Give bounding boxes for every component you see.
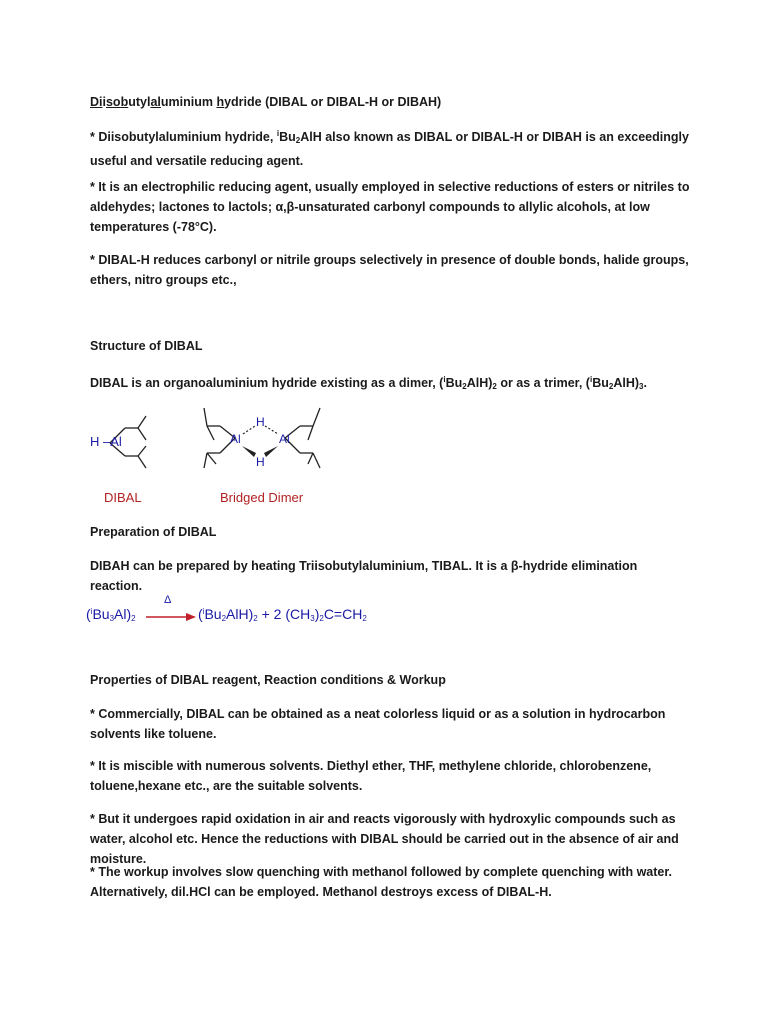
text: AlH): [466, 376, 493, 390]
text: Bu: [279, 130, 296, 144]
title-part: uminium: [160, 95, 217, 109]
product-formula: [198, 606, 367, 623]
properties-item-1: * Commercially, DIBAL can be obtained as a neat colorless liquid or as a solution in hydrocarbon solvents like toluene.: [90, 707, 666, 741]
dimer-h-top: H: [256, 415, 265, 429]
title-part: al: [150, 95, 161, 109]
title-part: ydride (DIBAL or DIBAL-H or DIBAH): [224, 95, 442, 109]
dimer-h-bottom: H: [256, 455, 265, 469]
title-part: Di: [90, 95, 103, 109]
text: Bu: [92, 606, 110, 622]
structure-heading: Structure of DIBAL: [90, 339, 203, 353]
text: i: [90, 607, 93, 616]
preparation-paragraph: DIBAH can be prepared by heating Triisobutylaluminium, TIBAL. It is a β-hydride elimination reaction.: [90, 559, 638, 593]
text: 2: [221, 614, 227, 623]
page-title: [90, 92, 690, 112]
text: AlH): [226, 606, 254, 622]
preparation-heading: Preparation of DIBAL: [90, 525, 217, 539]
text: 3: [310, 614, 315, 623]
intro-paragraph-3: * DIBAL-H reduces carbonyl or nitrile groups selectively in presence of double bonds, halide groups, ethers, nitro groups etc.,: [90, 253, 689, 287]
properties-item-4: * The workup involves slow quenching with methanol followed by complete quenching with water. Alternatively, dil.HCl can be employed. Methanol destroys excess of DIBAL-H.: [90, 865, 673, 899]
text: AlH also known as DIBAL or DIBAL-H or DIBAH is an exceedingly useful and versatile reducing agent.: [90, 130, 689, 168]
text: AlH): [613, 376, 640, 390]
text: 2: [295, 136, 301, 145]
bridged-dimer-caption: Bridged Dimer: [220, 490, 304, 505]
text: i: [202, 607, 205, 616]
heat-delta: Δ: [164, 594, 172, 606]
text: (: [86, 606, 91, 622]
title-part: h: [216, 95, 225, 109]
text: ): [314, 606, 320, 622]
title-part: b: [120, 95, 129, 109]
properties-heading: Properties of DIBAL reagent, Reaction conditions & Workup: [90, 673, 446, 687]
text: DIBAL is an organoaluminium hydride existing as a dimer, (: [90, 376, 444, 390]
reaction-arrow: [146, 612, 196, 622]
text: 2: [319, 614, 324, 623]
text: + 2 (CH: [257, 606, 311, 622]
dimer-al-right: Al: [279, 432, 290, 446]
dimer-al-left: Al: [230, 432, 241, 446]
text: Bu: [204, 606, 222, 622]
text: i: [589, 375, 593, 384]
text: 3: [639, 382, 644, 391]
structure-paragraph: [90, 370, 690, 397]
text: (: [198, 606, 203, 622]
text: * Diisobutylaluminium hydride,: [90, 130, 277, 144]
title-part: so: [105, 95, 121, 109]
monomer-h-al-label: H –Al: [90, 434, 122, 449]
title-part: utyl: [128, 95, 151, 109]
text: C=CH: [323, 606, 363, 622]
text: 2: [131, 614, 136, 623]
reaction-equation: [86, 594, 506, 634]
properties-item-2: * It is miscible with numerous solvents. Diethyl ether, THF, methylene chloride, chlorobenzene, toluene,hexane etc., are the suitable solvents.: [90, 759, 652, 793]
text: 2: [253, 614, 258, 623]
text: 3: [109, 614, 115, 623]
dibal-caption: DIBAL: [104, 490, 142, 505]
reactant-formula: [86, 606, 136, 623]
intro-paragraph-2: * It is an electrophilic reducing agent, usually employed in selective reductions of esters or nitriles to aldehydes; lactones to lactols; α,β-unsaturated carbonyl compounds to allylic alcohols, at low temperatures (-78°C).: [90, 180, 690, 234]
properties-item-3: * But it undergoes rapid oxidation in air and reacts vigorously with hydroxylic compounds such as water, alcohol etc. Hence the reductions with DIBAL should be carried out in the absence of air and moisture.: [90, 812, 679, 866]
text: Bu: [445, 376, 463, 390]
text: i: [276, 129, 280, 138]
text: Al): [114, 606, 132, 622]
text: 2: [362, 614, 367, 623]
intro-paragraph-1: [90, 124, 690, 171]
text: 2: [492, 382, 497, 391]
dibal-structure-figure: [80, 398, 340, 510]
text: or as a trimer, (: [496, 376, 590, 390]
text: i: [443, 375, 446, 384]
text: Bu: [592, 376, 609, 390]
title-part: i: [102, 95, 106, 109]
text: 2: [608, 382, 614, 391]
text: .: [643, 376, 647, 390]
text: 2: [462, 382, 467, 391]
